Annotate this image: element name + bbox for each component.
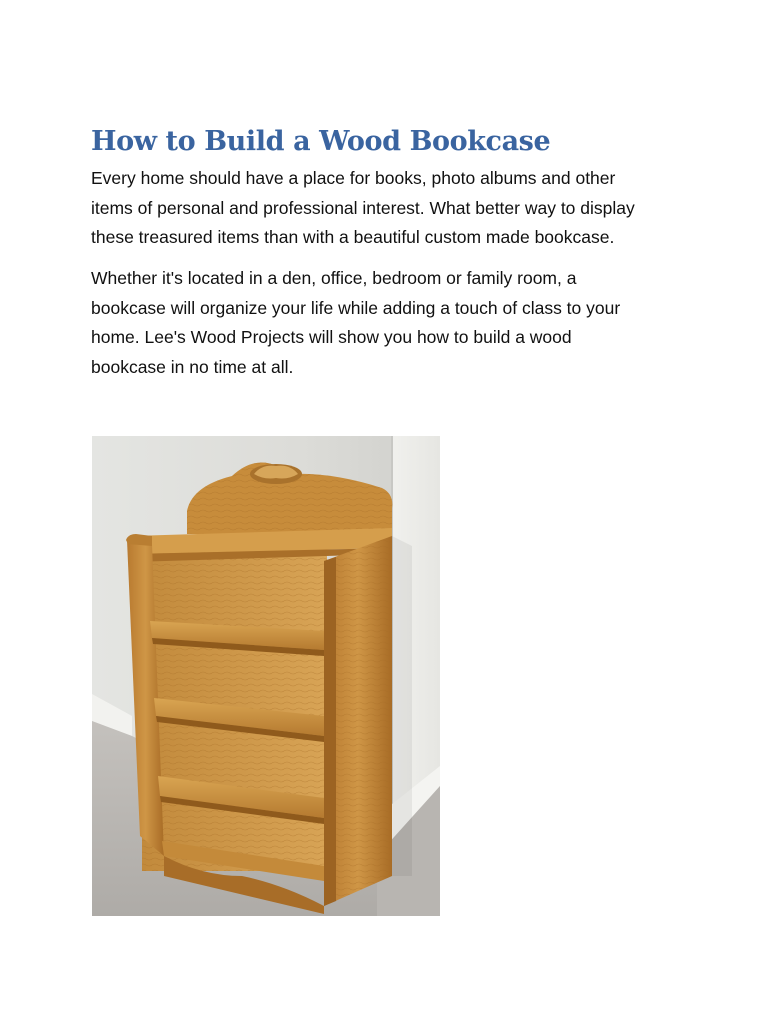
bookcase-photo xyxy=(92,436,440,916)
paragraph-line: bookcase will organize your life while adding a touch of class to your xyxy=(91,297,621,318)
paragraph-line: items of personal and professional interest. What better way to display xyxy=(91,197,635,218)
paragraph-line: home. Lee's Wood Projects will show you how to build a wood xyxy=(91,327,572,347)
page-title: How to Build a Wood Bookcase xyxy=(91,126,551,157)
paragraph-line: Whether it's located in a den, office, bedroom or family room, a xyxy=(91,268,577,288)
paragraph-line: Every home should have a place for books, photo albums and other xyxy=(91,168,616,188)
intro-paragraph xyxy=(91,164,691,253)
paragraph-line: these treasured items than with a beautiful custom made bookcase. xyxy=(91,227,615,247)
paragraph-line: bookcase in no time at all. xyxy=(91,356,294,377)
second-paragraph xyxy=(91,264,691,382)
